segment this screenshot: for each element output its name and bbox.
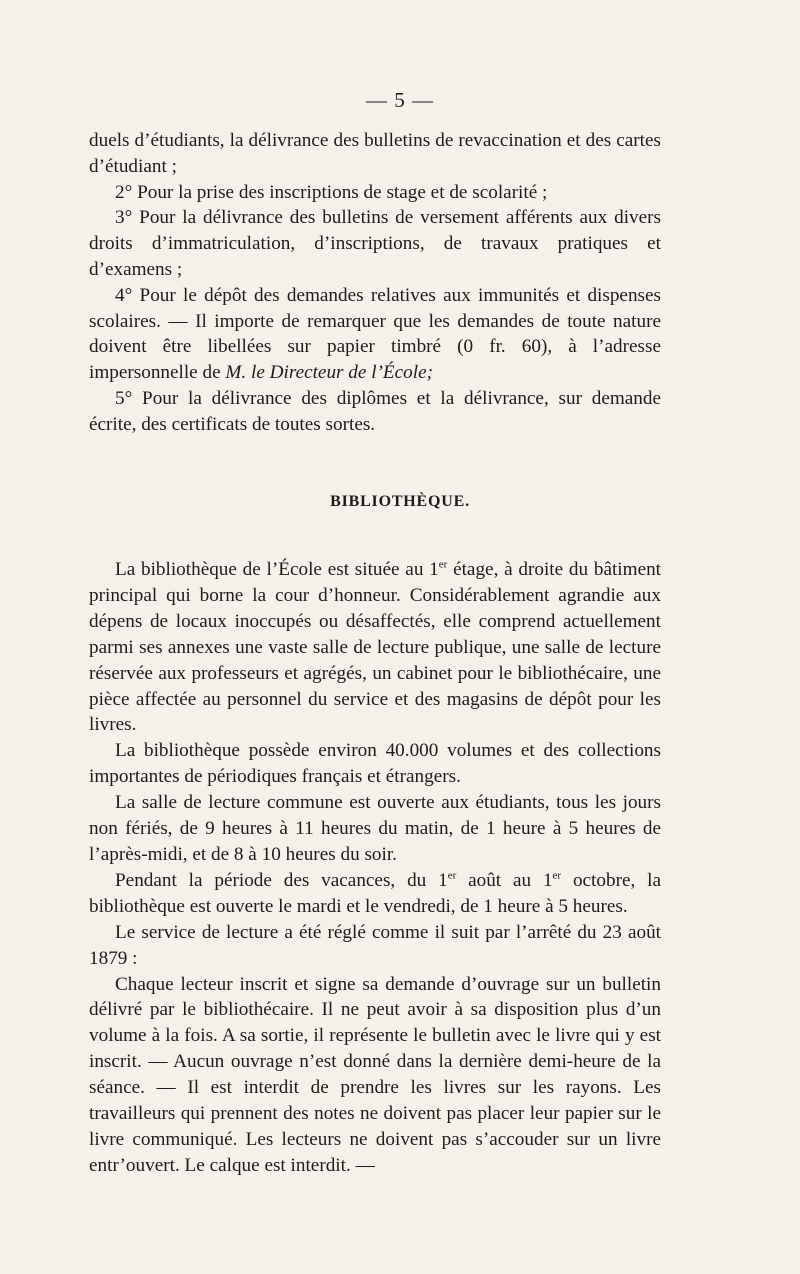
bibliotheque-paragraph-5: Le service de lecture a été réglé comme il suit par l’arrêté du 23 août 1879 : — [89, 921, 661, 969]
bibliotheque-paragraph-3: La salle de lecture commune est ouverte aux étudiants, tous les jours non fériés, de 9 heures à 11 heures du matin, de 1 heure à 5 heures de l’après-midi, et de 8 à 10 heures du soir. — [89, 792, 661, 865]
section-heading: BIBLIOTHÈQUE. — [330, 493, 470, 510]
text-run: août au 1 — [456, 869, 553, 891]
text-run: octobre, la bibliothèque est ouverte le mardi et le vendredi, de 1 heure à 5 heures. — [89, 869, 661, 917]
superscript: er — [438, 558, 448, 571]
intro-item-5: 5° Pour la délivrance des diplômes et la délivrance, sur demande écrite, des certificats de toutes sortes. — [89, 387, 661, 435]
intro-item-4-text: 4° Pour le dépôt des demandes relatives aux immunités et dispenses scolaires. — Il importe de remarquer que les demandes de toute nature doivent être libellées sur papier timbré (0 fr. 60), à l’adresse impersonnelle de — [89, 284, 661, 384]
text-run: Pendant la période des vacances, du 1 — [115, 869, 448, 891]
text-run: étage, à droite du bâtiment principal qui borne la cour d’honneur. Considérablement agrandie aux dépens de locaux inoccupés ou désaffectés, elle comprend actuellement parmi ses annexes une vaste salle de lecture publique, une salle de lecture réservée aux professeurs et agrégés, un cabinet pour le bibliothécaire, une pièce affectée au personnel du service et des magasins de dépôt pour les livres. — [89, 559, 662, 736]
superscript: er — [552, 869, 562, 882]
superscript: er — [447, 869, 457, 882]
text-run: La bibliothèque de l’École est située au 1 — [115, 559, 439, 580]
page-number: — 5 — — [366, 88, 434, 112]
bibliotheque-paragraph-6: Chaque lecteur inscrit et signe sa demande d’ouvrage sur un bulletin délivré par le bibliothécaire. Il ne peut avoir à sa disposition plus d’un volume à la fois. A sa sortie, il représente le bulletin avec le livre qui y est inscrit. — Aucun ouvrage n’est donné dans la dernière demi-heure de la séance. — Il est interdit de prendre les livres sur les rayons. Les travailleurs qui prennent des notes ne doivent pas placer leur papier sur le livre communiqué. Les lecteurs ne doivent pas s’accouder sur un livre entr’ouvert. Le calque est interdit. — — [89, 973, 661, 1176]
intro-paragraph-1: duels d’étudiants, la délivrance des bulletins de revaccination et des cartes d’étudiant ; — [89, 130, 661, 177]
bibliotheque-paragraph-1 — [89, 557, 661, 738]
intro-item-2: 2° Pour la prise des inscriptions de stage et de scolarité ; — [115, 181, 548, 203]
bibliotheque-section — [89, 557, 661, 1179]
intro-item-4 — [89, 283, 661, 386]
bibliotheque-paragraph-4 — [89, 868, 661, 920]
bibliotheque-paragraph-2: La bibliothèque possède environ 40.000 volumes et des collections importantes de périodiques français et étrangers. — [89, 740, 661, 788]
intro-item-4-addressee: M. le Directeur de l’École; — [225, 362, 434, 384]
intro-list — [89, 128, 661, 438]
intro-item-3: 3° Pour la délivrance des bulletins de versement afférents aux divers droits d’immatriculation, d’inscriptions, de travaux pratiques et d’examens ; — [89, 207, 661, 280]
